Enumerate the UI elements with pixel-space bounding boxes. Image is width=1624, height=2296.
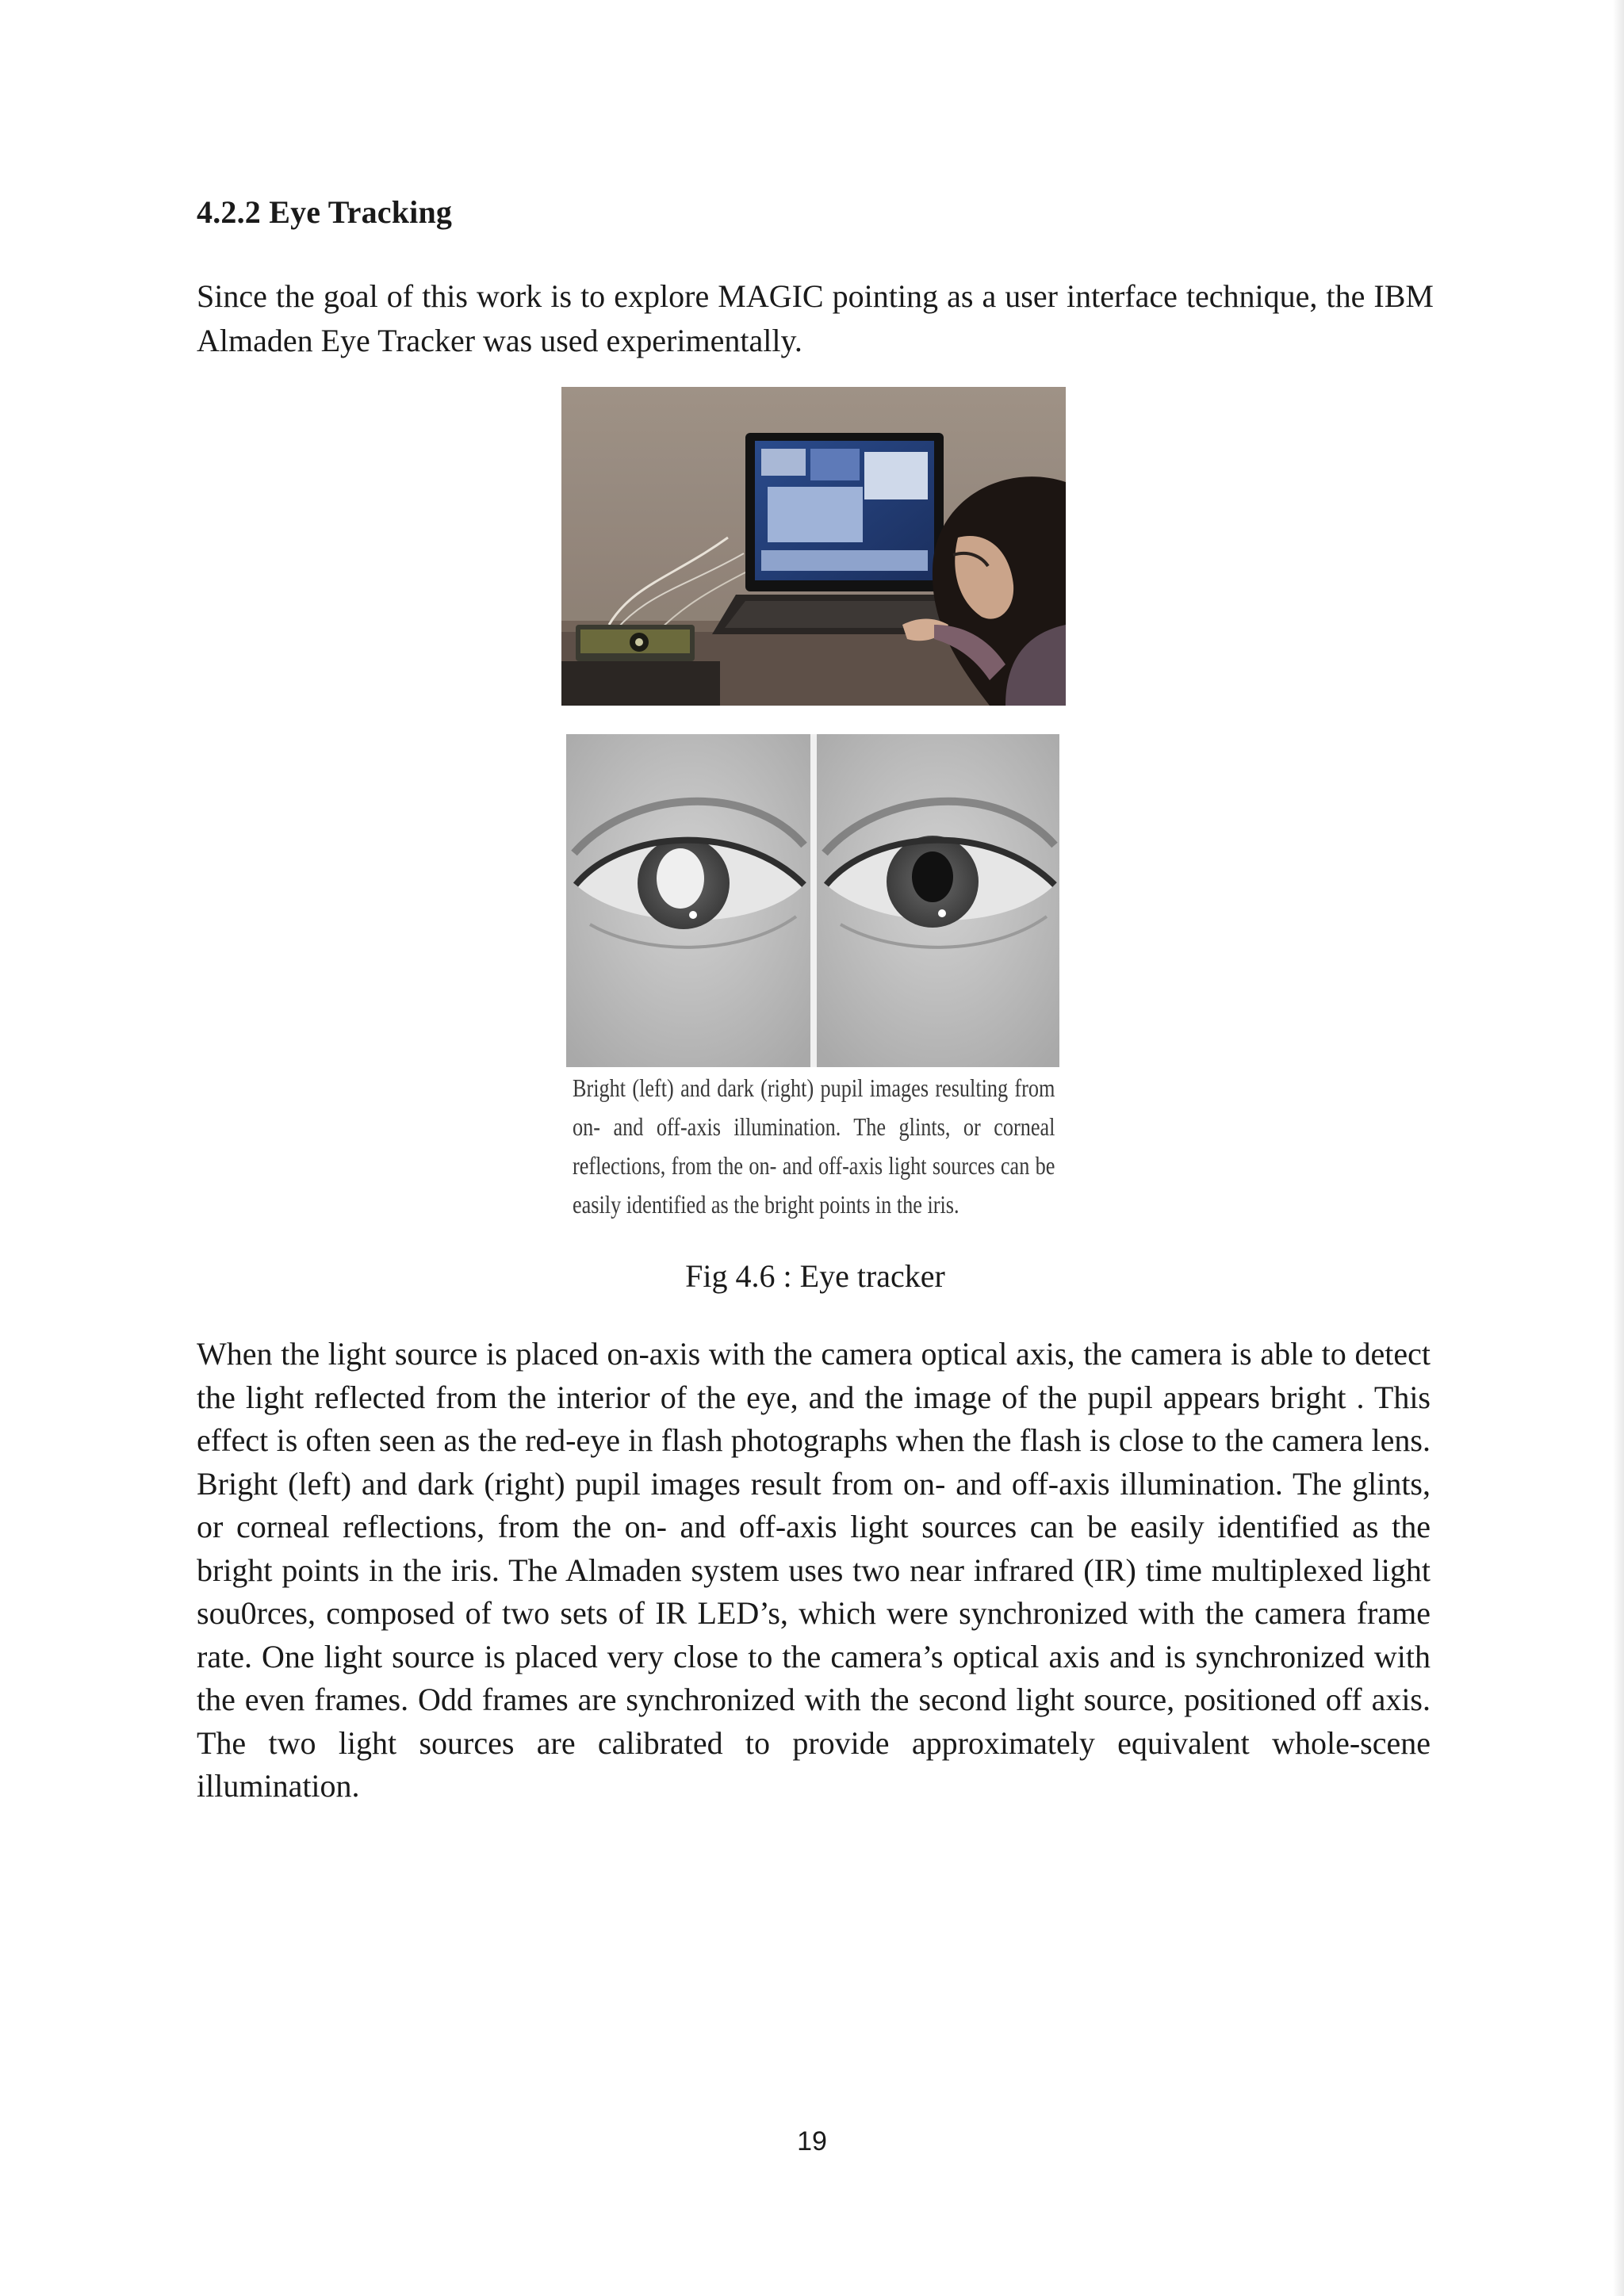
embedded-caption-text: Bright (left) and dark (right) pupil images resulting from on- and off-axis illumination. The glints, or corneal reflections, from the on- and off-axis light sources can be easily identified as the bright points in the iris. <box>573 1073 1055 1219</box>
page-edge-shadow <box>1613 0 1624 2296</box>
bright-dark-pupil-photo <box>566 734 1059 1067</box>
embedded-figure-caption <box>573 1069 1055 1267</box>
section-heading: 4.2.2 Eye Tracking <box>197 194 453 230</box>
person-at-computer-photo <box>561 387 1066 706</box>
body-paragraph: When the light source is placed on-axis with the camera optical axis, the camera is able to detect the light reflected from the interior of the eye, and the image of the pupil appears bright . This effect is often seen as the red-eye in flash photographs when the flash is close to the camera lens. Bright (left) and dark (right) pupil images result from on- and off-axis illumination. The glints, or corneal reflections, from the on- and off-axis light sources can be easily identified as the bright points in the iris. The Almaden system uses two near infrared (IR) time multiplexed light sou0rces, composed of two sets of IR LED’s, which were synchronized with the camera frame rate. One light source is placed very close to the camera’s optical axis and is synchronized with the even frames. Odd frames are synchronized with the second light source, positioned off axis. The two light sources are calibrated to provide approximately equivalent whole-scene illumination. <box>197 1336 1431 1804</box>
figure-label: Fig 4.6 : Eye tracker <box>685 1258 945 1294</box>
intro-paragraph: Since the goal of this work is to explore MAGIC pointing as a user interface technique, the IBM Almaden Eye Tracker was used experimentally. <box>197 278 1434 358</box>
page-number: 19 <box>797 2126 827 2156</box>
